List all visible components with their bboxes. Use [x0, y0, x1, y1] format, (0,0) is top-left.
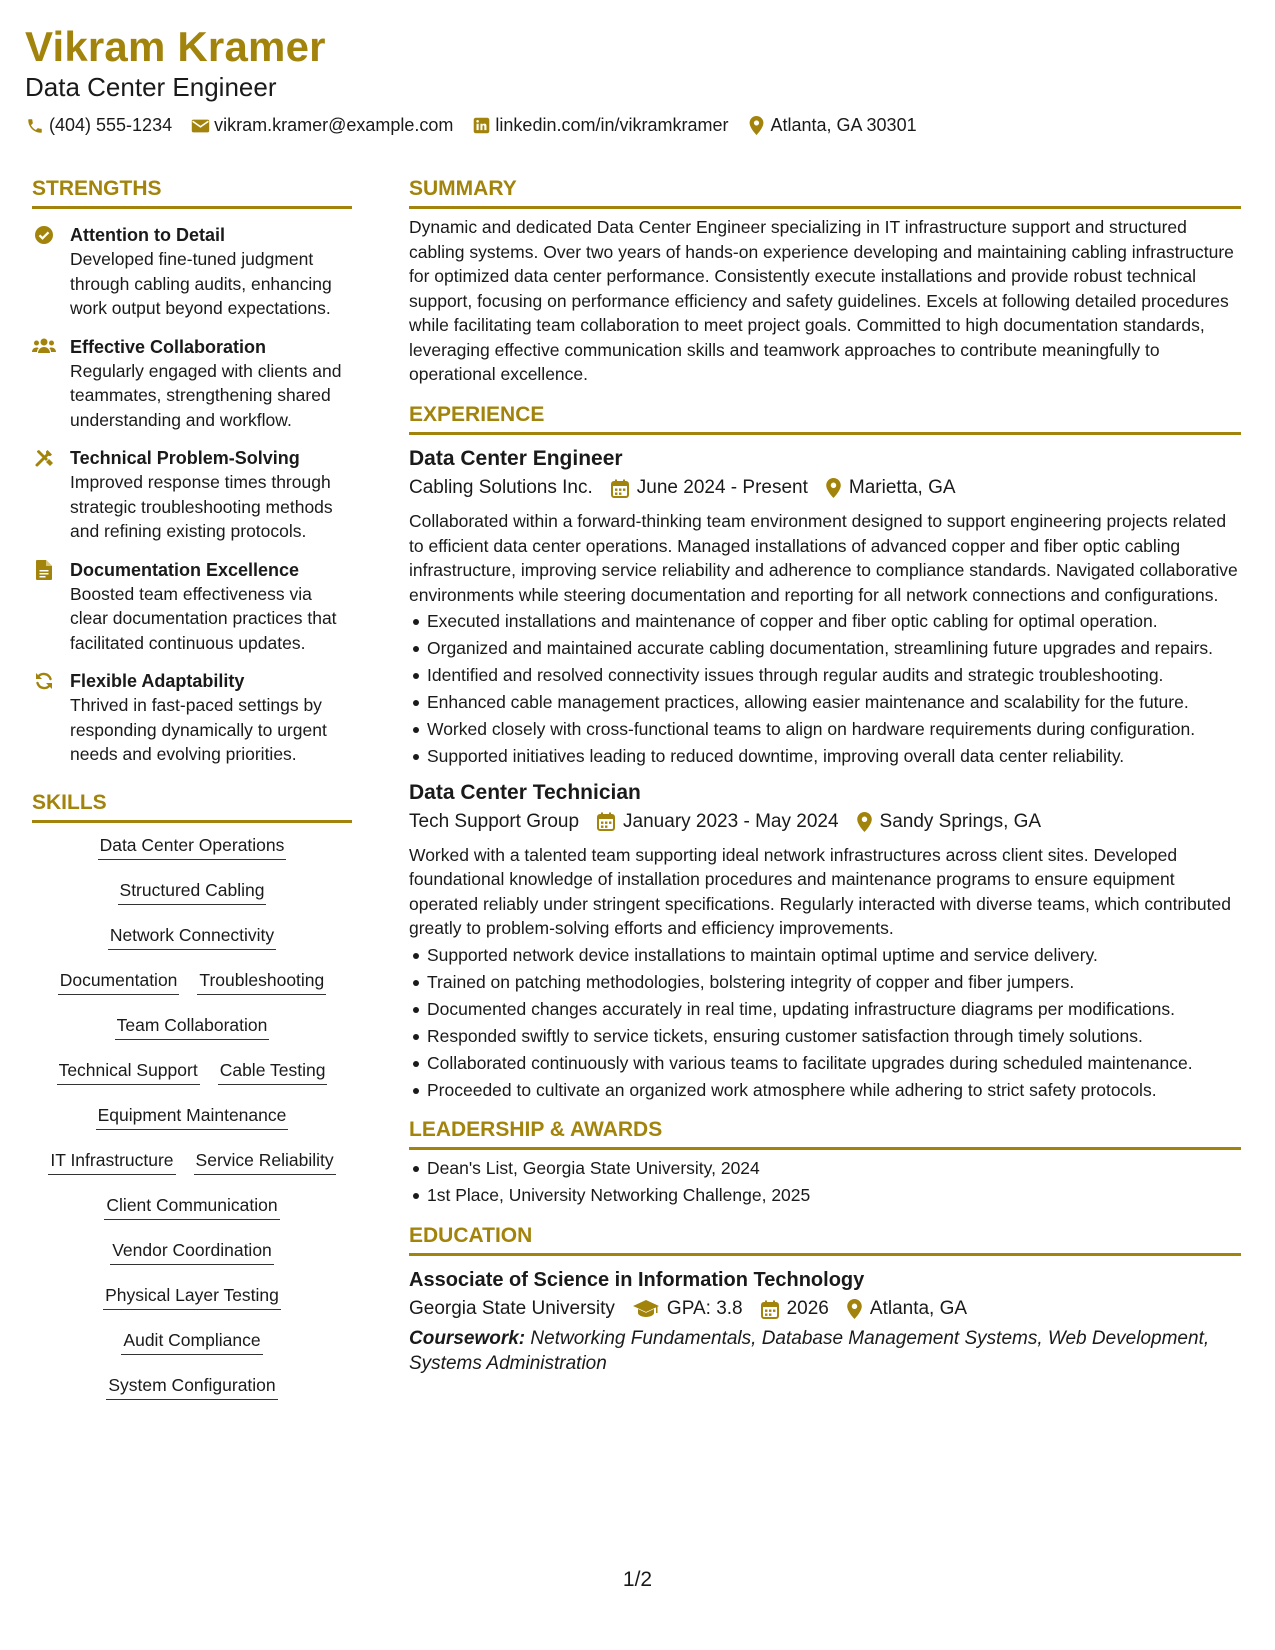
- job-dates: June 2024 - Present: [636, 477, 808, 499]
- skill-tag: Troubleshooting: [197, 968, 326, 995]
- skill-row: [121, 1328, 262, 1373]
- list-item: Responded swiftly to service tickets, ensuring customer satisfaction through timely solutions.: [409, 1024, 1241, 1049]
- company-name: Cabling Solutions Inc.: [409, 477, 593, 499]
- skill-tag: Team Collaboration: [115, 1013, 270, 1040]
- education-meta: [409, 1294, 1241, 1324]
- gpa-value: GPA: 3.8: [666, 1298, 743, 1320]
- skill-row: [48, 1148, 335, 1193]
- skill-row: [57, 1058, 328, 1103]
- job-description: Collaborated within a forward-thinking team environment designed to support engineering projects related to efficient data center operations. Managed installations of advanced copper and fiber optic cabling infrastructure, improving service reliability and adherence to compliance standards. Navigated collaborative environments while steering documentation and reporting for all network connections and configurations.: [409, 511, 1238, 605]
- sync-icon: [32, 669, 56, 767]
- page-number: 1/2: [622, 1568, 653, 1591]
- skill-tag: Equipment Maintenance: [96, 1103, 289, 1130]
- list-item: Proceeded to cultivate an organized work atmosphere while adhering to strict safety protocols.: [409, 1078, 1241, 1103]
- graduation-year: 2026: [786, 1298, 829, 1320]
- degree-title: Associate of Science in Information Technology: [409, 1269, 865, 1292]
- skill-tag: Structured Cabling: [118, 878, 267, 905]
- location-pin-icon: [847, 1299, 862, 1319]
- contact-phone: [25, 115, 172, 136]
- list-item: Identified and resolved connectivity issues through regular audits and strategic troubleshooting.: [409, 663, 1241, 688]
- graduation-cap-icon: [633, 1300, 659, 1318]
- list-item: Executed installations and maintenance of copper and fiber optic cabling for optimal operation.: [409, 609, 1241, 634]
- leadership-heading: LEADERSHIP & AWARDS: [409, 1116, 1241, 1150]
- summary-heading: SUMMARY: [409, 175, 1241, 209]
- skill-tag: Service Reliability: [194, 1148, 336, 1175]
- skill-tag: Data Center Operations: [98, 833, 287, 860]
- candidate-name: Vikram Kramer: [25, 23, 326, 70]
- list-item: Worked closely with cross-functional teams to align on hardware requirements during configuration.: [409, 717, 1241, 742]
- skill-row: [96, 1103, 289, 1148]
- summary-text: Dynamic and dedicated Data Center Engineer specializing in IT infrastructure support and structured cabling systems. Over two years of hands-on experience developing and maintaining cabling infrastructure for optimized data center performance. Consistently execute installations and provide robust technical support, focusing on performance efficiency and safety guidelines. Excels at following detailed procedures while facilitating team collaboration to meet project goals. Committed to high documentation standards, leveraging effective communication skills and teamwork approaches to contribute meaningfully to operational excellence.: [409, 217, 1234, 385]
- skill-tag: System Configuration: [106, 1373, 277, 1400]
- job-description: Worked with a talented team supporting ideal network infrastructures across client sites. Developed foundational knowledge of installation procedures and maintenance programs to ensure equipment operated reliably under stringent specifications. Regularly interacted with diverse teams, which contributed greatly to problem-solving efforts and efficiency improvements.: [409, 844, 1231, 939]
- job-entry: [409, 445, 1241, 769]
- candidate-role: Data Center Engineer: [25, 72, 277, 103]
- strength-item: [32, 223, 352, 321]
- strength-title: Documentation Excellence: [70, 559, 300, 580]
- skill-row: [110, 1238, 274, 1283]
- job-meta: [409, 473, 1241, 503]
- skill-tag: Documentation: [58, 968, 180, 995]
- strength-item: [32, 558, 352, 656]
- job-location: Sandy Springs, GA: [879, 810, 1042, 832]
- strength-item: [32, 446, 352, 544]
- list-item: Dean's List, Georgia State University, 2024: [409, 1156, 1241, 1181]
- job-bullets: [409, 943, 1241, 1103]
- job-location: Marietta, GA: [848, 477, 956, 499]
- phone-icon: [25, 116, 45, 136]
- strength-title: Flexible Adaptability: [70, 671, 245, 692]
- email-text[interactable]: vikram.kramer@example.com: [214, 115, 454, 136]
- skill-row: [106, 1373, 277, 1418]
- left-column: [32, 175, 352, 1418]
- education-heading: EDUCATION: [409, 1222, 1241, 1256]
- list-item: 1st Place, University Networking Challenge, 2025: [409, 1183, 1241, 1208]
- contact-linkedin[interactable]: [471, 115, 728, 136]
- document-icon: [32, 558, 56, 656]
- list-item: Supported network device installations to maintain optimal uptime and service delivery.: [409, 943, 1241, 968]
- phone-text: (404) 555-1234: [49, 115, 173, 136]
- linkedin-text[interactable]: linkedin.com/in/vikramkramer: [495, 115, 729, 136]
- location-pin-icon: [857, 812, 872, 832]
- skill-row: [104, 1193, 279, 1238]
- skill-tag: IT Infrastructure: [48, 1148, 175, 1175]
- strength-title: Technical Problem-Solving: [70, 448, 300, 469]
- location-pin-icon: [746, 116, 766, 136]
- check-circle-icon: [32, 223, 56, 321]
- list-item: Organized and maintained accurate cabling documentation, streamlining future upgrades and repairs.: [409, 636, 1241, 661]
- job-title: Data Center Engineer: [409, 447, 623, 471]
- users-icon: [32, 335, 56, 433]
- strength-desc: Improved response times through strategic troubleshooting methods and refining existing protocols.: [70, 472, 333, 542]
- company-name: Tech Support Group: [409, 810, 580, 832]
- strength-desc: Developed fine-tuned judgment through cabling audits, enhancing work output beyond expectations.: [70, 249, 332, 319]
- strength-desc: Regularly engaged with clients and teammates, strengthening shared understanding and workflow.: [70, 360, 342, 430]
- skill-row: [98, 833, 287, 878]
- coursework-list: Networking Fundamentals, Database Management Systems, Web Development, Systems Administration: [409, 1328, 1210, 1375]
- skill-tag: Cable Testing: [218, 1058, 328, 1085]
- list-item: Supported initiatives leading to reduced downtime, improving overall data center reliability.: [409, 744, 1241, 769]
- location-text: Atlanta, GA 30301: [770, 115, 917, 136]
- skill-row: [118, 878, 267, 923]
- skill-tag: Vendor Coordination: [110, 1238, 274, 1265]
- contact-email[interactable]: [190, 115, 453, 136]
- job-bullets: [409, 609, 1241, 769]
- contact-bar: [25, 115, 1250, 136]
- skill-tag: Physical Layer Testing: [103, 1283, 281, 1310]
- coursework-label: Coursework:: [409, 1328, 526, 1350]
- strength-title: Attention to Detail: [70, 225, 225, 246]
- strength-desc: Thrived in fast-paced settings by responding dynamically to urgent needs and evolving priorities.: [70, 695, 327, 765]
- job-dates: January 2023 - May 2024: [623, 810, 839, 832]
- contact-location: [746, 115, 916, 136]
- list-item: Trained on patching methodologies, bolstering integrity of copper and fiber jumpers.: [409, 970, 1241, 995]
- coursework: [409, 1326, 1241, 1376]
- skill-row: [115, 1013, 270, 1058]
- calendar-icon: [597, 812, 615, 831]
- skill-tag: Audit Compliance: [121, 1328, 262, 1355]
- skill-tag: Network Connectivity: [108, 923, 276, 950]
- job-meta: [409, 807, 1241, 837]
- strengths-heading: STRENGTHS: [32, 175, 352, 209]
- linkedin-icon: [471, 116, 491, 136]
- skill-tag: Client Communication: [104, 1193, 279, 1220]
- skill-row: [108, 923, 276, 968]
- job-entry: [409, 779, 1241, 1103]
- experience-heading: EXPERIENCE: [409, 401, 1241, 435]
- skill-row: [103, 1283, 281, 1328]
- resume-header: [25, 24, 1250, 136]
- list-item: Documented changes accurately in real time, updating infrastructure diagrams per modifications.: [409, 997, 1241, 1022]
- tools-icon: [32, 446, 56, 544]
- strength-item: [32, 335, 352, 433]
- strength-desc: Boosted team effectiveness via clear documentation practices that facilitated continuous updates.: [70, 583, 337, 653]
- skills-list: [32, 833, 352, 1418]
- right-column: [409, 175, 1241, 1376]
- list-item: Enhanced cable management practices, allowing easier maintenance and scalability for the future.: [409, 690, 1241, 715]
- skills-heading: SKILLS: [32, 789, 352, 823]
- school-location: Atlanta, GA: [869, 1298, 968, 1320]
- envelope-icon: [190, 116, 210, 136]
- awards-list: [409, 1156, 1241, 1208]
- education-entry: [409, 1266, 1241, 1376]
- strength-item: [32, 669, 352, 767]
- school-name: Georgia State University: [409, 1298, 615, 1320]
- calendar-icon: [761, 1300, 779, 1319]
- calendar-icon: [611, 479, 629, 498]
- skill-row: [58, 968, 327, 1013]
- location-pin-icon: [826, 478, 841, 498]
- skill-tag: Technical Support: [57, 1058, 200, 1085]
- job-title: Data Center Technician: [409, 780, 641, 804]
- strength-title: Effective Collaboration: [70, 336, 267, 357]
- list-item: Collaborated continuously with various teams to facilitate upgrades during scheduled maintenance.: [409, 1051, 1241, 1076]
